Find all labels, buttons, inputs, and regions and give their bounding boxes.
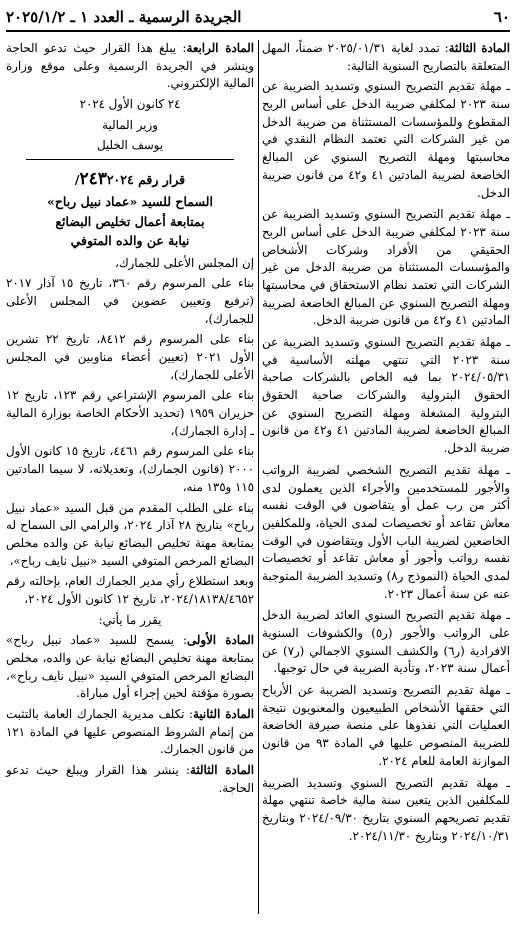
article-label: المادة الثالثة [190, 763, 254, 778]
signature-date: ٢٤ كانون الأول ٢٠٢٤ [79, 97, 181, 112]
list-item: ـ مهلة تقديم التصريح السنوي وتسديد الضريبة عن سنة ٢٠٢٣ لمكلفي ضريبة الدخل على أساس الربح المقطوع وللمؤسسات المستثناة من ضريبة الدخل من غير الشركات التي تعتمد النظام النقدي في محاسبتها ومهلة التصريح السنوي عن المبالغ الخاضعة لضريبة المادتين ٤١ و٤٢ من قانون ضريبة الدخل. [262, 79, 510, 200]
article-four [6, 40, 254, 93]
preamble-item: وبعد استطلاع رأي مدير الجمارك العام، بإحالته رقم ٢٠٢٤/١٨١٣٨/٤٦٥٢، تاريخ ١٢ كانون الأول ٢٠٢٤، [6, 574, 254, 606]
decision-prefix: قرار رقم [138, 172, 186, 188]
list-item: ـ مهلة تقديم التصريح السنوي وتسديد الضريبة عن سنة ٢٠٢٣ التي تنتهي مهلته الأساسية في ٢٠٢٤/٠٥/٣١ بما فيه الخاص بالشركات صاحبة الحقوق البترولية والشركات صاحبة الحقوق البترولية المشغلة ومهلة التصريح السنوي عن المبالغ الخاضعة لضريبة المادتين ٤١ و٤٢ من قانون ضريبة الدخل. [262, 335, 510, 456]
article-label: المادة الثانية [193, 707, 254, 722]
minister-name: يوسف الخليل [96, 138, 164, 153]
decision-title-line: نيابة عن والده المتوفي [70, 233, 190, 249]
preamble-item: بناء على المرسوم رقم ٣٦٠، تاريخ ١٥ آذار ٢٠١٧ (ترفيع وتعيين عضوين في المجلس الأعلى للجمارك)، [6, 276, 255, 326]
page-number: ٦٠ [493, 8, 510, 26]
article-text: : تمدد لغاية ٢٠٢٥/٠١/٣١ ضمناً، المهل المتعلقة بالتصاريح السنوية التالية: [262, 41, 510, 73]
article-label: المادة الثالثة [448, 41, 510, 55]
article-label: المادة الأولى [186, 633, 254, 648]
preamble-item: بناء على المرسوم رقم ٨٤١٢، تاريخ ٢٢ تشرين الأول ٢٠٢١ (تعيين أعضاء مناوبين في المجلس الأعلى للجمارك)، [6, 332, 254, 382]
article-item [6, 706, 254, 759]
preamble-item: بناء على الطلب المقدم من قبل السيد «عماد نبيل رباح» بتاريخ ٢٨ آذار ٢٠٢٤، والرامي الى السماح له بمتابعة مهنة تخليص البضائع نيابة عن والده مخلص البضائع المرخص المتوفي السيد «نبيل نايف رباح»، [6, 500, 254, 568]
article-item [6, 762, 254, 797]
article-text: : يسمح للسيد «عماد نبيل رباح» بمتابعة مهنة تخليص البضائع نيابة عن والده، مخلص البضائع المرخص المتوفي السيد «نبيل نايف رباح»، بصورة مؤقتة لحين إجراء أول مباراة. [6, 633, 254, 701]
article-text: : يبلغ هذا القرار حيث تدعو الحاجة وينشر في الجريدة الرسمية وعلى موقع وزارة المالية الإلكتروني. [6, 41, 254, 91]
decision-year: ٢٠٢٤/ [74, 172, 134, 188]
article-text: : تكلف مديرية الجمارك العامة بالتثبت من إتمام الشروط المنصوص عليها في المادة ١٢١ من قانون الجمارك. [6, 707, 254, 757]
article-three-intro [262, 40, 510, 75]
council-line: إن المجلس الأعلى للجمارك، [115, 255, 254, 270]
decision-title-line: بمتابعة أعمال تخليص البضائع [55, 213, 205, 229]
decision-number: ٢٤٣ [79, 169, 107, 190]
list-item: ـ مهلة تقديم التصريح السنوي وتسديد الضريبة للمكلفين الذين يتعين سنة مالية خاصة تنتهي مهلة تقديم تصريحهم السنوي بتاريخ ٢٠٢٤/٠٩/٣٠ وبتاريخ ٢٠٢٤/١٠/٣١ وبتاريخ ٢٠٢٤/١١/٣٠. [262, 775, 510, 843]
article-label: المادة الرابعة [186, 41, 254, 55]
decision-number-line [6, 166, 254, 192]
list-item: ـ مهلة تقديم التصريح السنوي وتسديد الضريبة عن سنة ٢٠٢٣ لمكلفي ضريبة الدخل على أساس الربح الحقيقي من الأفراد وشركات الأشخاص والمؤسسات المستثناة من ضريبة الدخل من غير الشركات التي تعتمد نظام الاستحقاق في محاسبتها ومهلة التصريح السنوي عن المبالغ الخاضعة لضريبة المادتين ٤١ و٤٢ من قانون ضريبة الدخل. [262, 207, 510, 328]
minister-title: وزير المالية [102, 117, 158, 132]
left-column [6, 40, 254, 928]
right-column [262, 40, 510, 928]
list-item: ـ مهلة تقديم التصريح الشخصي لضريبة الرواتب والأجور للمستخدمين والأجراء الذين يعملون لدى أكثر من رب عمل أو يتقاضون في الوقت نفسه معاش تقاعد أو تخصيصات لمدى الحياة، وللمكلفين الخاضعين لضريبة الباب الأول ويتقاضون في الوقت نفسه رواتب وأجور أو معاش تقاعد أو تخصيصات لمدى الحياة (النموذج ر٨) وتسديد الضريبة المتوجبة عنه عن سنة أعمال ٢٠٢٣. [262, 462, 510, 601]
section-divider [26, 159, 234, 160]
article-item [6, 632, 254, 703]
column-separator [258, 40, 259, 914]
preamble-item: بناء على المرسوم الإشتراعي رقم ١٢٣، تاريخ ١٢ حزيران ١٩٥٩ (تحديد الأحكام الخاصة بوزارة المالية ـ إدارة الجمارك)، [6, 388, 254, 438]
decision-title [6, 166, 254, 250]
list-item: ـ مهلة تقديم التصريح السنوي العائد لضريبة الدخل على الرواتب والأجور (ر٥) والكشوفات السنوية الافرادية (ر٦) والكشف السنوي الاجمالي (ر٧) عن أعمال سنة ٢٠٢٣، وتأدية الضريبة في حال توجبها. [262, 608, 511, 676]
running-title: الجريدة الرسمية ـ العدد ١ ـ ٢٠٢٥/١/٢ [6, 8, 242, 26]
page-header [6, 6, 510, 28]
preamble-item: بناء على المرسوم رقم ٤٤٦١، تاريخ ١٥ كانون الأول ٢٠٠٠ (قانون الجمارك)، وتعديلاته، لا سيما المادتين ١١٥ و١٣٥ منه، [6, 444, 255, 494]
article-text: : ينشر هذا القرار ويبلغ حيث تدعو الحاجة. [6, 763, 254, 795]
list-item: ـ مهلة تقديم التصريح وتسديد الضريبة عن الأرباح التي حققها الأشخاص الطبيعيون والمعنويون نتيجة العمليات التي نفذوها على منصة صيرفة الخاضعة للضريبة المنصوص عليها في المادة ٩٣ من قانون الموازنة العامة للعام ٢٠٢٤. [262, 683, 510, 768]
header-rule [6, 30, 510, 32]
decision-title-line: السماح للسيد «عماد نبيل رباح» [47, 194, 213, 210]
decides-line: يقرر ما يأتي: [98, 612, 162, 627]
